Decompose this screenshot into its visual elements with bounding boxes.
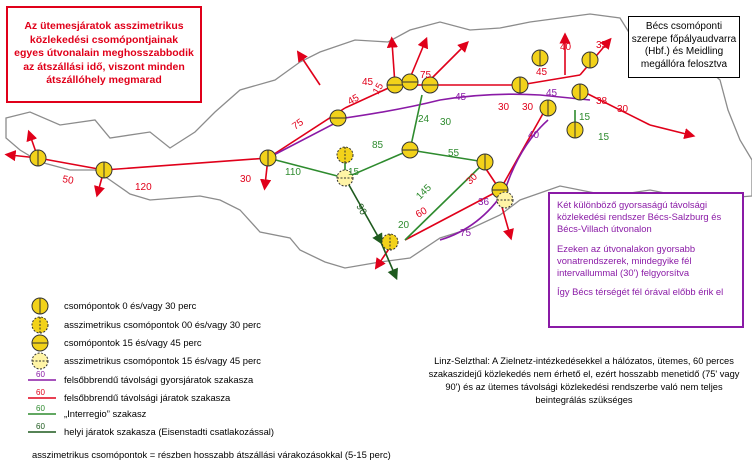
line-salzburg-linz — [104, 158, 268, 170]
map-label: 15 — [579, 112, 591, 123]
legend-line-ir-label: „Interregio” szakasz — [64, 408, 147, 419]
legend-sample-local: 60 — [36, 422, 45, 431]
callout-fast-p3: Így Bécs térségét fél órával előbb érik el — [557, 286, 724, 298]
legend-line-local-label: helyi járatok szakasza (Eisenstadti csatlakozással) — [64, 426, 274, 437]
map-label: 15 — [598, 132, 610, 143]
map-label: 30 — [617, 104, 629, 115]
map-label: 30 — [522, 102, 534, 113]
node-asym-0-30 — [337, 147, 398, 250]
line-vienna-arrow-e — [650, 125, 690, 135]
legend-node-15-45: csomópontok 15 és/vagy 45 perc — [64, 337, 202, 348]
map-label: 45 — [546, 88, 558, 99]
map-label: 45 — [455, 92, 467, 103]
map-label: 40 — [560, 42, 572, 53]
legend-line-fast-label: felsőbbrendű távolsági gyorsjáratok szakasza — [64, 374, 254, 385]
map-label: 75 — [420, 70, 432, 81]
callout-vienna-hub: Bécs csomóponti szerepe főpályaudvarra (Hbf.) és Meidling megállóra felosztva — [628, 16, 740, 78]
map-label: 75 — [460, 228, 472, 239]
line-ir-1 — [268, 158, 345, 178]
callout-fast-p2: Ezeken az útvonalakon gyorsabb vonatrendszerek, mindegyike fél intervallummal (30') felgyorsítva — [557, 242, 696, 279]
map-label: 85 — [372, 140, 384, 151]
map-label: 50 — [61, 174, 75, 187]
map-label: 40 — [528, 130, 540, 141]
map-label: 90 — [353, 202, 369, 218]
map-label: 45 — [362, 77, 374, 88]
legend-sample-ir: 60 — [36, 404, 45, 413]
map-label: 60 — [414, 205, 430, 221]
map-label: 145 — [414, 182, 434, 203]
map-label: 45 — [346, 92, 362, 108]
callout-asymmetric-nodes: Az ütemesjáratok asszimetrikus közlekedési csomópontjainak egyes útvonalain meghosszabbodik az átszállási idő, viszont minden átszállóhely megmarad — [6, 6, 202, 103]
map-label: 15 — [371, 81, 387, 97]
map-label: 24 — [418, 114, 430, 125]
legend-line-long-label: felsőbbrendű távolsági járatok szakasza — [64, 392, 231, 403]
map-label: 35 — [596, 40, 608, 51]
line-north3 — [430, 45, 465, 80]
line-vienna-e — [520, 75, 580, 85]
note-linz-selzthal: Linz-Selzthal: A Zielnetz-intézkedésekkel a hálózatos, ütemes, 60 perces szakaszidejű közlekedés nem érhető el, ezért hosszabb menetidő (75' vagy 90') és az ütemes távolsági közlekedési rendszerbe való nem teljes beintegrálás szükséges — [428, 356, 740, 405]
map-label: 30 — [440, 117, 452, 128]
callout-fast-p1: Két különböző gyorsaságú távolsági közlekedési rendszer Bécs-Salzburg és Bécs-Villach útvonalon — [557, 199, 722, 235]
legend-node-asym-0-30: asszimetrikus csomópontok 00 és/vagy 30 perc — [64, 319, 261, 330]
map-label: 15 — [348, 167, 360, 178]
legend-sample-fast: 60 — [36, 370, 45, 379]
legend-node-asym-15-45: asszimetrikus csomópontok 15 és/vagy 45 perc — [64, 355, 261, 366]
map-label: 30 — [498, 102, 510, 113]
map-label: 75 — [290, 117, 306, 133]
legend-sample-long: 60 — [36, 388, 45, 397]
map-label: 38 — [596, 96, 608, 107]
map-label: 110 — [285, 167, 301, 178]
map-label: 30 — [240, 174, 252, 185]
map-label: 120 — [135, 182, 152, 193]
node-15-45 — [330, 74, 508, 198]
line-north4 — [300, 55, 320, 85]
map-label: 36 — [478, 197, 490, 208]
callout-fast-systems — [548, 192, 744, 328]
legend-node-0-30: csomópontok 0 és/vagy 30 perc — [64, 300, 197, 311]
map-label: 30 — [464, 171, 480, 188]
map-label: 45 — [536, 67, 548, 78]
map-label: 55 — [448, 148, 460, 159]
map-label: 20 — [398, 220, 410, 231]
line-vienna-se — [580, 90, 650, 125]
legend-footer: asszimetrikus csomópontok = részben hosszabb átszállási várakozásokkal (5-15 perc) — [32, 449, 391, 460]
